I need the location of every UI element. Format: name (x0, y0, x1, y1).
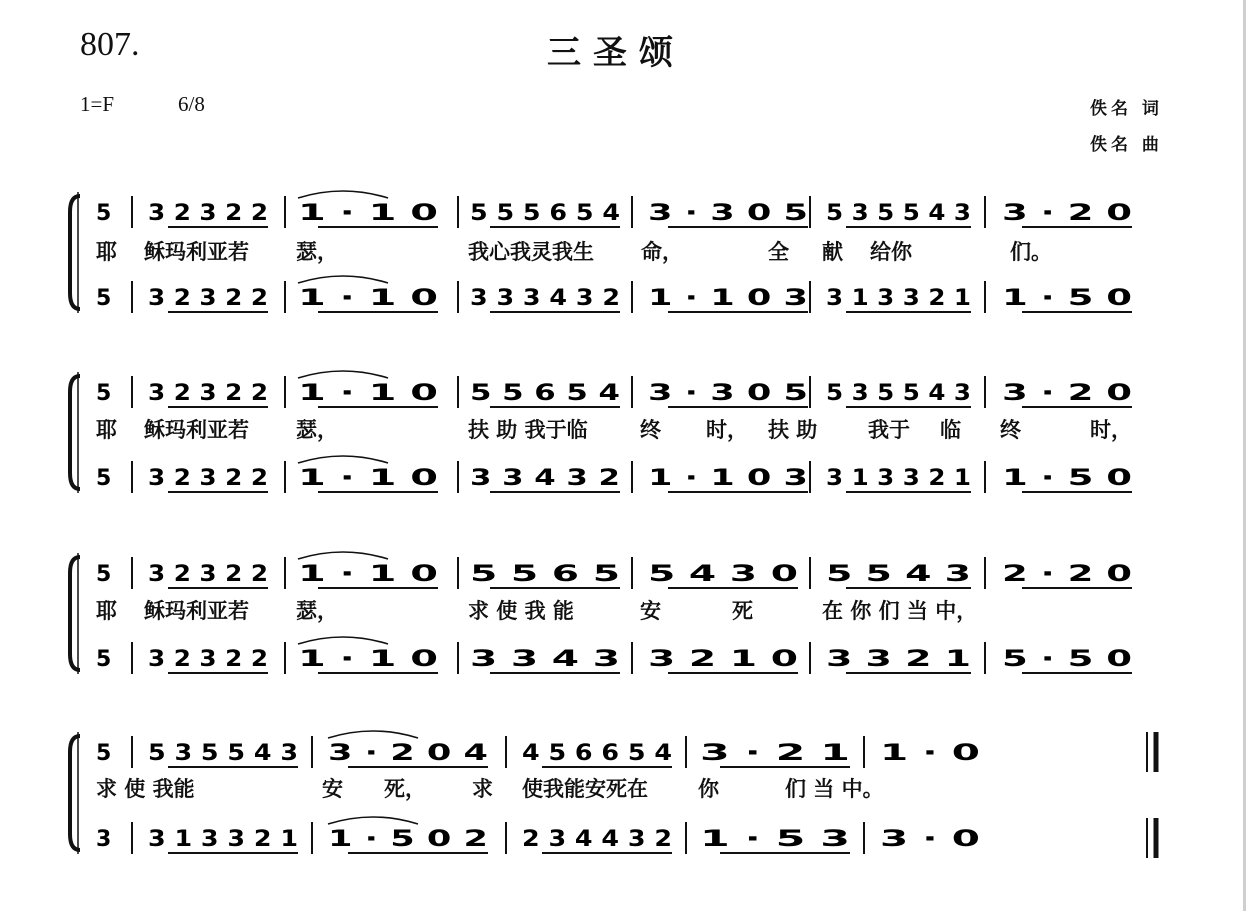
lyric-word: 耶 (96, 240, 117, 264)
lyric-word: 全 (768, 240, 789, 264)
note-group: 1 · 5 0 (1002, 466, 1132, 491)
lyric-word: 安 (322, 777, 343, 801)
note-group: 5 5 5 6 5 4 (470, 201, 620, 226)
note-group: 3 1 3 3 2 1 (148, 827, 298, 852)
note-group: 1 · 1 0 (298, 647, 438, 672)
note-group: 5 (96, 466, 112, 491)
note-group: 5 3 5 5 4 3 (148, 741, 298, 766)
tie-arc (298, 637, 388, 644)
lyric-word: 耶 (96, 599, 117, 623)
tie-arc (328, 817, 418, 824)
note-group: 5 · 5 0 (1002, 647, 1132, 672)
tie-arc (328, 731, 418, 738)
lyric-word: 我心我灵我生 (468, 240, 594, 264)
lyric-word: 安 (640, 599, 661, 623)
note-group: 3 3 4 3 2 (470, 466, 620, 491)
note-group: 3 1 3 3 2 1 (826, 286, 971, 311)
note-group: 5 5 4 3 (826, 562, 971, 587)
note-group: 3 2 3 2 2 (148, 201, 268, 226)
lyric-word: 稣玛利亚若 (144, 240, 249, 264)
lyric-word: 们 当 中。 (785, 777, 884, 801)
note-group: 1 · 1 0 (298, 201, 438, 226)
lyric-word: 求 使 我 能 (468, 599, 574, 623)
note-group: 1 · 1 0 (298, 466, 438, 491)
lyric-word: 们。 (1010, 240, 1052, 264)
hymn-number: 807. (80, 26, 140, 63)
note-group: 1 · 0 (880, 741, 980, 766)
note-group: 3 · 2 0 4 (328, 741, 488, 766)
note-group: 3 · 0 (880, 827, 980, 852)
lyric-word: 时， (1090, 418, 1132, 442)
note-group: 3 · 2 0 (1002, 201, 1132, 226)
lyric-word: 瑟， (296, 240, 338, 264)
lyric-word: 扶 助 我于临 (468, 418, 588, 442)
note-group: 5 (96, 286, 112, 311)
note-group: 3 2 3 2 2 (148, 381, 268, 406)
note-group: 1 · 1 0 3 (648, 466, 808, 491)
lyric-word: 你 (698, 777, 719, 801)
lyric-word: 求 使 我能 (96, 777, 195, 801)
tie-arc (298, 552, 388, 559)
lyricist-credit: 佚名 词 (1090, 99, 1163, 119)
note-group: 5 4 3 0 (648, 562, 798, 587)
lyric-word: 给你 (870, 240, 912, 264)
note-group: 5 3 5 5 4 3 (826, 201, 971, 226)
note-group: 3 2 3 2 2 (148, 647, 268, 672)
note-group: 3 2 3 2 2 (148, 466, 268, 491)
tie-arc (298, 276, 388, 283)
note-group: 1 · 1 0 (298, 381, 438, 406)
composer-credit: 佚名 曲 (1090, 135, 1163, 155)
lyric-word: 时， (706, 418, 748, 442)
lyric-word: 终 (1000, 418, 1021, 442)
lyric-word: 求 (472, 777, 493, 801)
note-group: 3 3 4 3 (470, 647, 620, 672)
note-group: 1 · 5 0 (1002, 286, 1132, 311)
note-group: 5 (96, 647, 112, 672)
lyric-word: 在 你 们 当 中， (822, 599, 978, 623)
page-title: 三圣颂 (547, 33, 685, 73)
lyric-word: 临 (940, 418, 961, 442)
note-group: 5 3 5 5 4 3 (826, 381, 971, 406)
tie-arc (298, 456, 388, 463)
note-group: 2 3 4 4 3 2 (522, 827, 672, 852)
lyric-word: 命， (641, 240, 683, 264)
lyric-word: 稣玛利亚若 (144, 418, 249, 442)
note-group: 2 · 2 0 (1002, 562, 1132, 587)
lyric-word: 扶 助 (768, 418, 818, 442)
note-group: 5 (96, 562, 112, 587)
note-group: 5 (96, 201, 112, 226)
tie-arc (298, 371, 388, 378)
lyric-word: 死， (384, 777, 426, 801)
note-group: 1 · 1 0 (298, 562, 438, 587)
note-group: 3 3 2 1 (826, 647, 971, 672)
lyric-word: 瑟， (296, 599, 338, 623)
note-group: 5 (96, 381, 112, 406)
note-group: 1 · 5 0 2 (328, 827, 488, 852)
lyric-word: 我于 (868, 418, 910, 442)
note-group: 4 5 6 6 5 4 (522, 741, 672, 766)
lyric-word: 死 (732, 599, 753, 623)
note-group: 3 · 2 1 (700, 741, 850, 766)
lyric-word: 献 (822, 240, 843, 264)
tie-arc (298, 191, 388, 198)
time-signature: 6/8 (178, 92, 205, 116)
lyric-word: 使我能安死在 (522, 777, 648, 801)
note-group: 3 (96, 827, 112, 852)
lyric-word: 瑟， (296, 418, 338, 442)
note-group: 1 · 5 3 (700, 827, 850, 852)
note-group: 3 · 3 0 5 (648, 201, 808, 226)
note-group: 3 2 3 2 2 (148, 286, 268, 311)
lyric-word: 稣玛利亚若 (144, 599, 249, 623)
note-group: 1 · 1 0 (298, 286, 438, 311)
lyric-word: 耶 (96, 418, 117, 442)
note-group: 3 · 2 0 (1002, 381, 1132, 406)
note-group: 3 2 1 0 (648, 647, 798, 672)
key-signature: 1=F (80, 92, 115, 116)
note-group: 3 · 3 0 5 (648, 381, 808, 406)
note-group: 3 3 3 4 3 2 (470, 286, 620, 311)
note-group: 5 5 6 5 (470, 562, 620, 587)
note-group: 3 2 3 2 2 (148, 562, 268, 587)
note-group: 5 (96, 741, 112, 766)
note-group: 3 1 3 3 2 1 (826, 466, 971, 491)
note-group: 5 5 6 5 4 (470, 381, 620, 406)
lyric-word: 终 (640, 418, 661, 442)
note-group: 1 · 1 0 3 (648, 286, 808, 311)
